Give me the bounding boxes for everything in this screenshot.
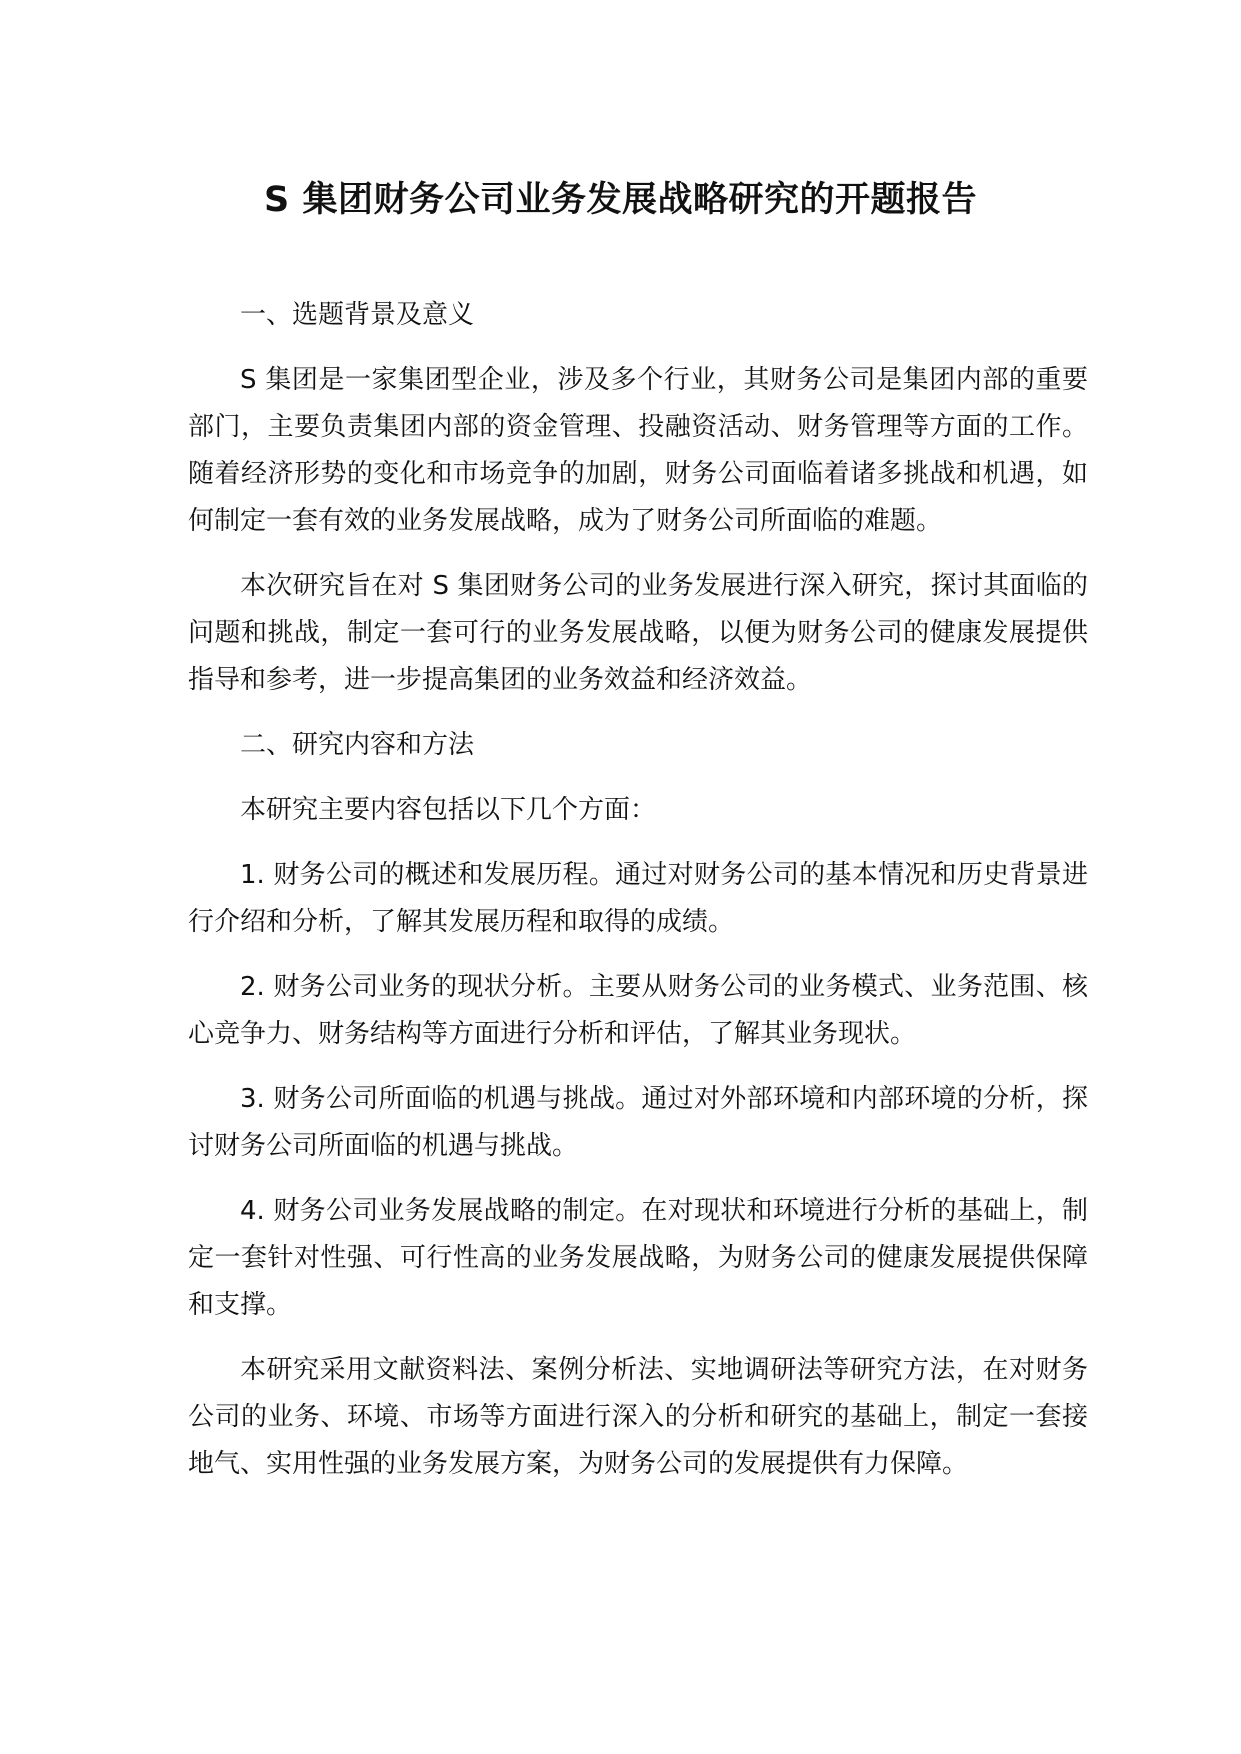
list-item-3: 3. 财务公司所面临的机遇与挑战。通过对外部环境和内部环境的分析，探讨财务公司所面临的机遇与挑战。 [188, 1084, 1088, 1161]
list-item-2: 2. 财务公司业务的现状分析。主要从财务公司的业务模式、业务范围、核心竞争力、财务结构等方面进行分析和评估，了解其业务现状。 [188, 972, 1088, 1049]
section-heading-background: 一、选题背景及意义 [240, 300, 475, 330]
paragraph-methods: 本研究采用文献资料法、案例分析法、实地调研法等研究方法，在对财务公司的业务、环境、市场等方面进行深入的分析和研究的基础上，制定一套接地气、实用性强的业务发展方案，为财务公司的发展提供有力保障。 [188, 1355, 1088, 1479]
paragraph-content-intro: 本研究主要内容包括以下几个方面： [240, 795, 657, 825]
paragraph-background-2: 本次研究旨在对 S 集团财务公司的业务发展进行深入研究，探讨其面临的问题和挑战，制定一套可行的业务发展战略，以便为财务公司的健康发展提供指导和参考，进一步提高集团的业务效益和经济效益。 [188, 571, 1088, 695]
list-item-4: 4. 财务公司业务发展战略的制定。在对现状和环境进行分析的基础上，制定一套针对性强、可行性高的业务发展战略，为财务公司的健康发展提供保障和支撑。 [188, 1196, 1088, 1320]
paragraph-background-1: S 集团是一家集团型企业，涉及多个行业，其财务公司是集团内部的重要部门，主要负责集团内部的资金管理、投融资活动、财务管理等方面的工作。随着经济形势的变化和市场竞争的加剧，财务公司面临着诸多挑战和机遇，如何制定一套有效的业务发展战略，成为了财务公司所面临的难题。 [188, 365, 1088, 536]
section-heading-content-methods: 二、研究内容和方法 [240, 730, 475, 760]
document-title: S 集团财务公司业务发展战略研究的开题报告 [264, 180, 977, 220]
document-body [188, 292, 1088, 1506]
list-item-1: 1. 财务公司的概述和发展历程。通过对财务公司的基本情况和历史背景进行介绍和分析，了解其发展历程和取得的成绩。 [188, 860, 1088, 937]
